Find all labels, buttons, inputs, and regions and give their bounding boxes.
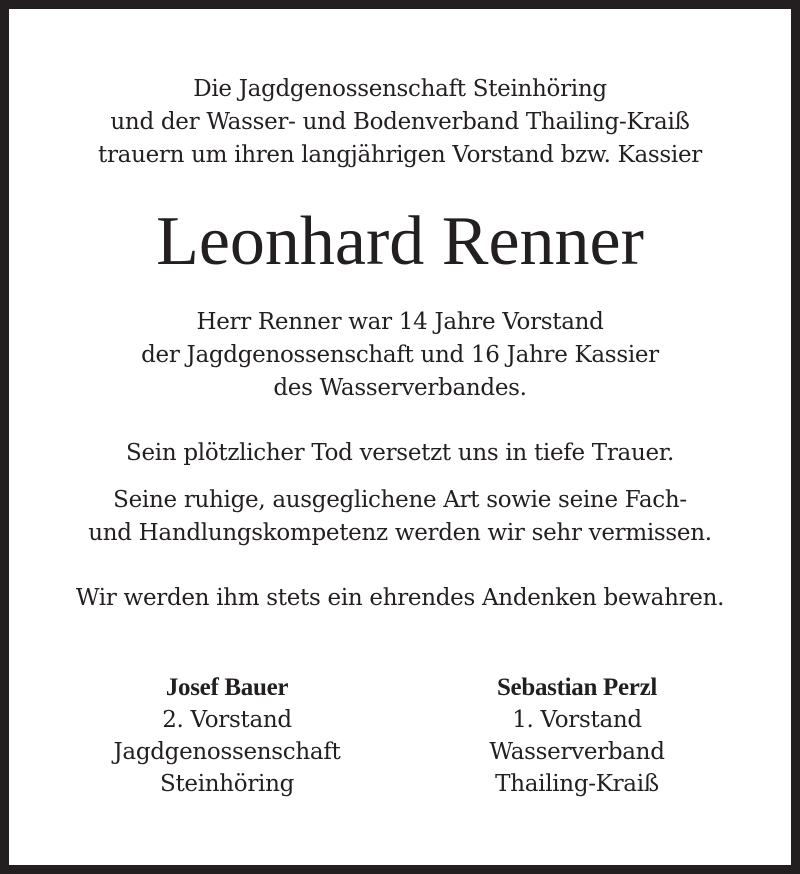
header-line-1: Die Jagdgenossenschaft Steinhöring (193, 76, 607, 102)
header-line-3: trauern um ihren langjährigen Vorstand bzw. Kassier (98, 142, 702, 168)
signatory-left (67, 672, 387, 800)
tribute-line-1: Seine ruhige, ausgeglichene Art sowie seine Fach- (113, 487, 687, 513)
service-line-1: Herr Renner war 14 Jahre Vorstand (196, 309, 604, 335)
signatory-role: 1. Vorstand (512, 707, 642, 733)
closing-line: Wir werden ihm stets ein ehrendes Andenken bewahren. (75, 585, 725, 611)
header-line-2: und der Wasser- und Bodenverband Thailing-Kraiß (110, 109, 690, 135)
obituary-notice (9, 9, 791, 865)
signatory-right (417, 672, 737, 800)
service-line-2: der Jagdgenossenschaft und 16 Jahre Kassier (141, 342, 659, 368)
deceased-name: Leonhard Renner (156, 203, 644, 280)
signatory-organization: Jagdgenossenschaft (113, 739, 341, 765)
signatory-role: 2. Vorstand (162, 707, 292, 733)
tribute-line-2: und Handlungskompetenz werden wir sehr vermissen. (88, 520, 712, 546)
signatory-organization: Wasserverband (489, 739, 665, 765)
signatory-name: Sebastian Perzl (496, 674, 658, 701)
service-line-3: des Wasserverbandes. (273, 375, 527, 401)
signatory-place: Thailing-Kraiß (495, 771, 659, 797)
grief-line: Sein plötzlicher Tod versetzt uns in tiefe Trauer. (126, 440, 674, 466)
signatory-place: Steinhöring (159, 771, 295, 797)
signatory-name: Josef Bauer (165, 674, 289, 701)
